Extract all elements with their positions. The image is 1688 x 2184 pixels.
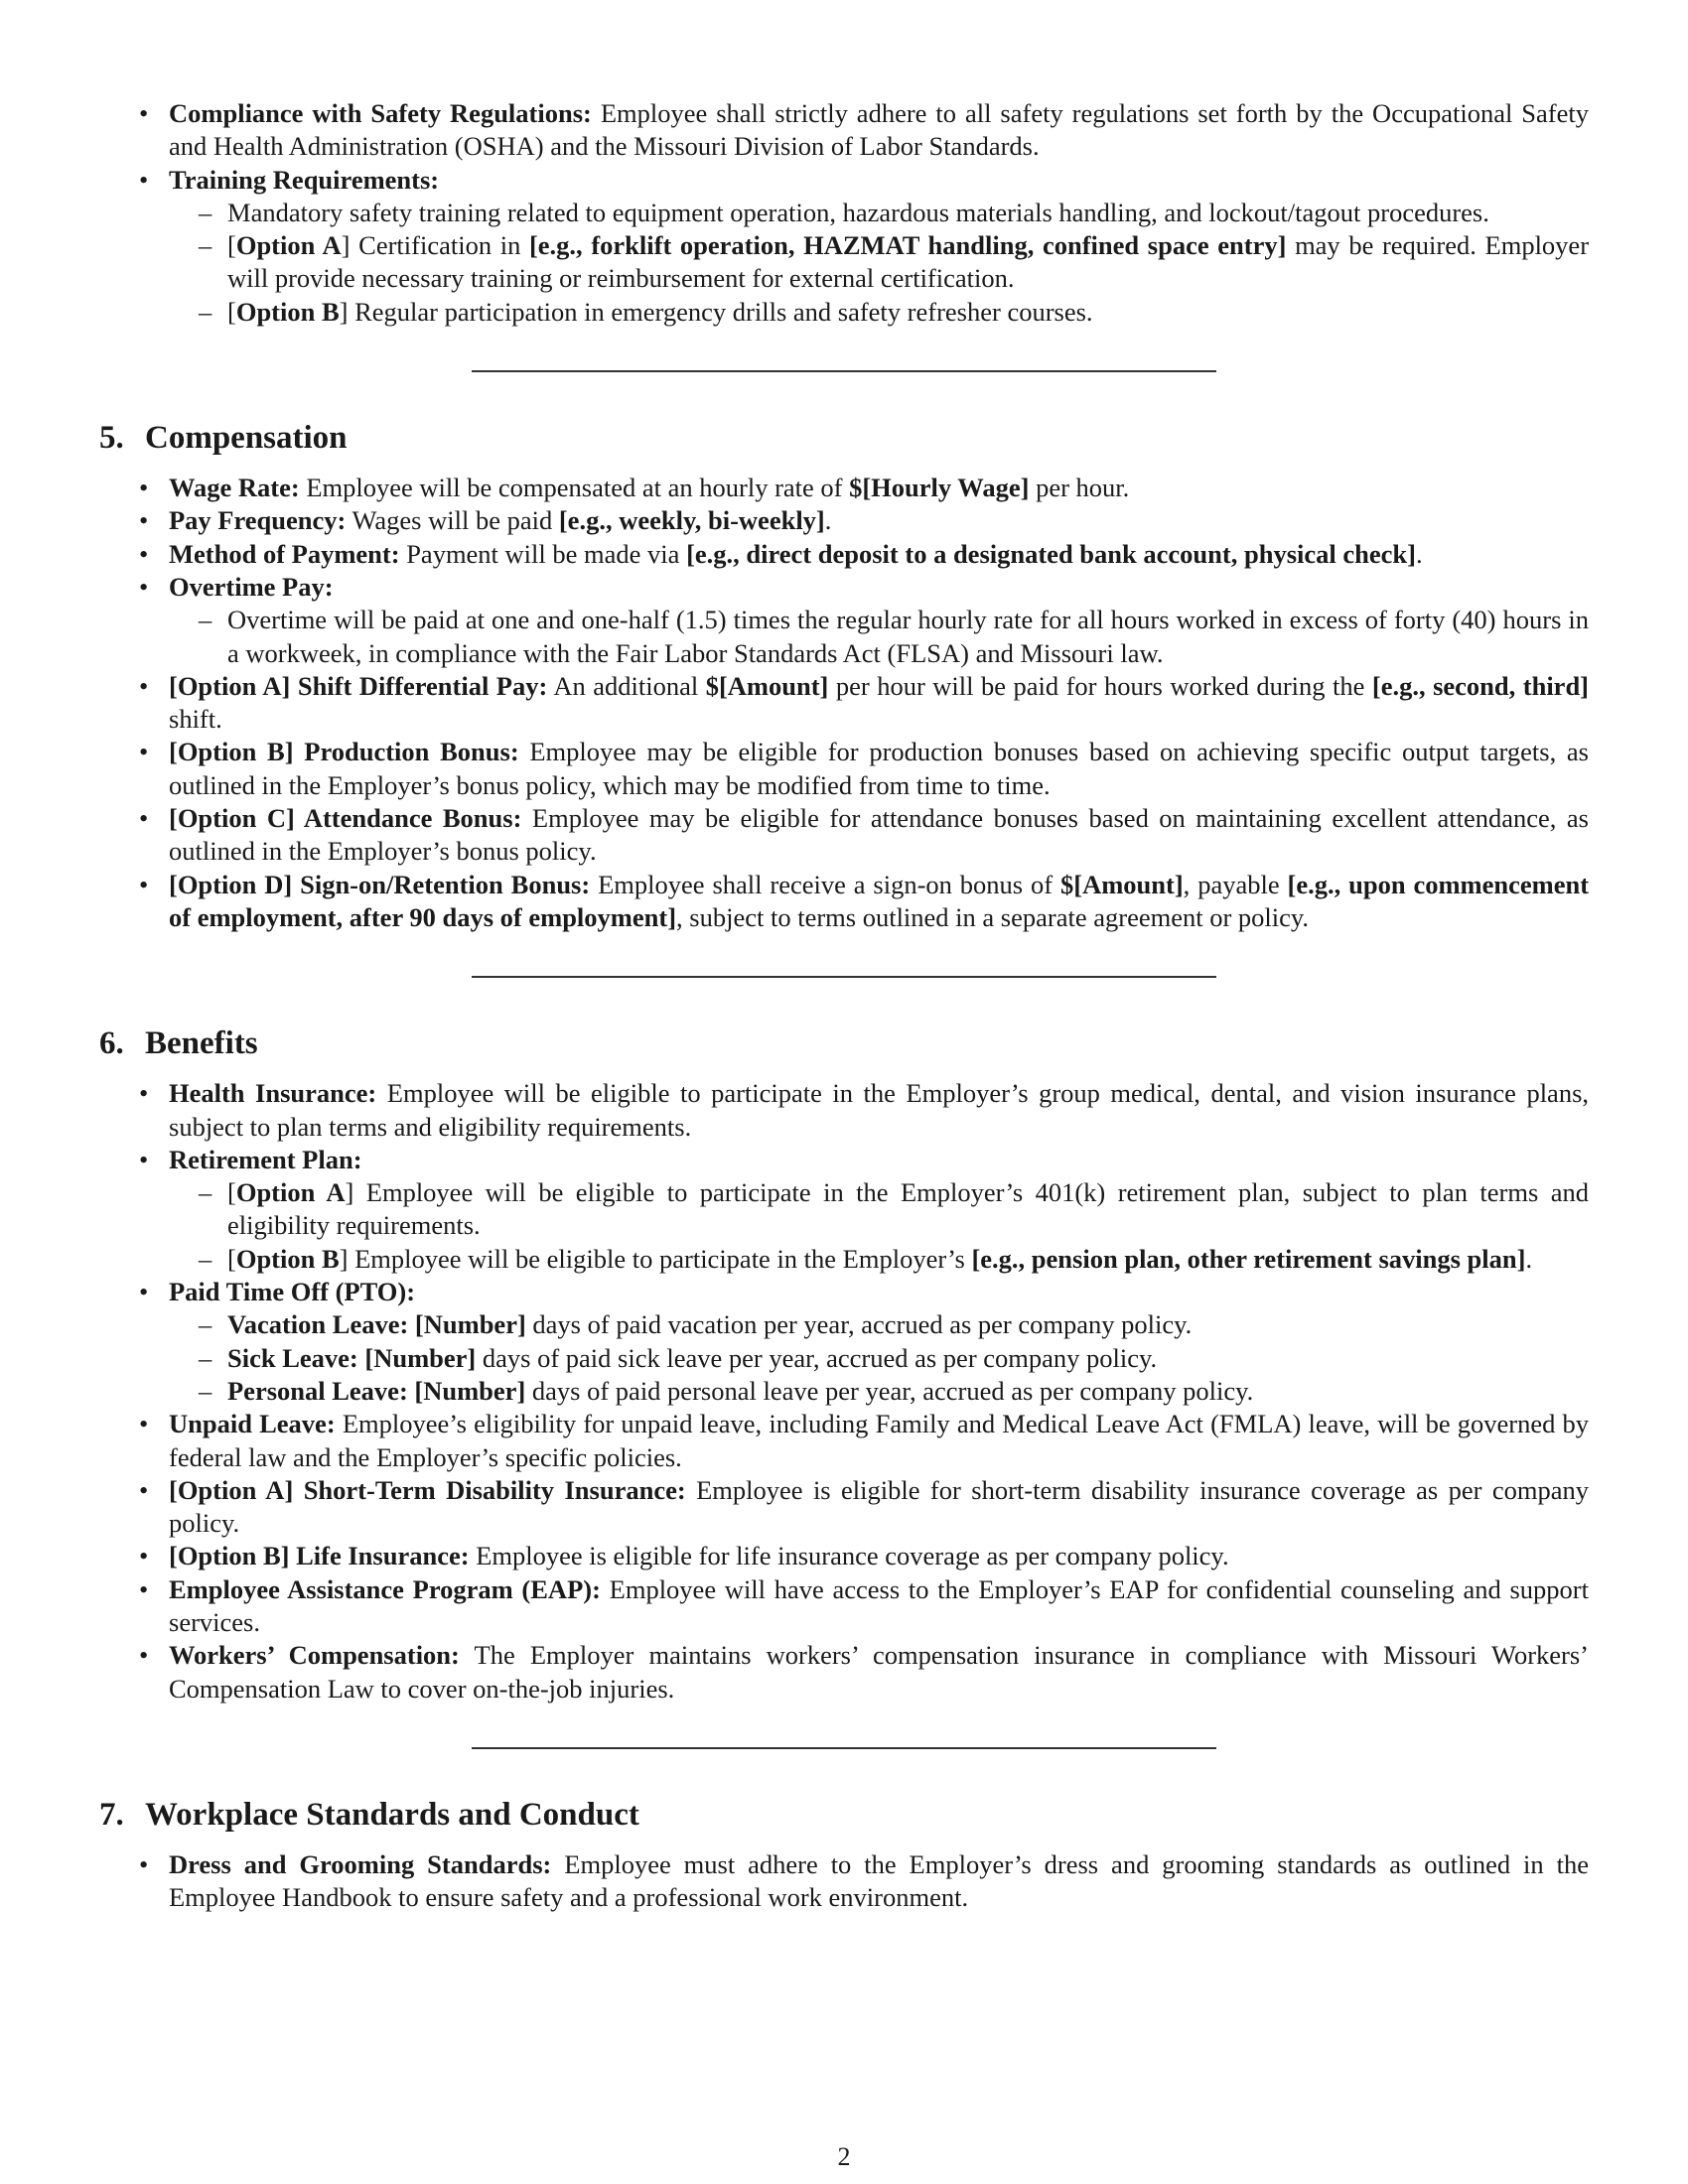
item-label: Compliance with Safety Regulations: xyxy=(169,98,592,128)
section5-list xyxy=(99,472,1589,934)
list-item-attendance-bonus: • [Option C] Attendance Bonus: Employee may be eligible for attendance bonuses based on maintaining excellent attendance, as outlined in the Employer’s bonus policy. xyxy=(99,802,1589,869)
list-item-payment-method: • Method of Payment: Payment will be made via [e.g., direct deposit to a designated bank account, physical check]. xyxy=(99,538,1589,571)
section-heading-compensation: 5. Compensation xyxy=(99,420,348,457)
list-item-shift-differential: • [Option A] Shift Differential Pay: An additional $[Amount] per hour will be paid for hours worked during the [e.g., second, third] shift. xyxy=(99,670,1589,737)
list-item-short-term-disability: • [Option A] Short-Term Disability Insurance: Employee is eligible for short-term disability insurance coverage as per company policy. xyxy=(99,1474,1589,1541)
list-item-unpaid-leave: • Unpaid Leave: Employee’s eligibility for unpaid leave, including Family and Medical Leave Act (FMLA) leave, will be governed by federal law and the Employer’s specific policies. xyxy=(99,1408,1589,1474)
section-divider xyxy=(472,976,1216,978)
list-item-pay-frequency: • Pay Frequency: Wages will be paid [e.g., weekly, bi-weekly]. xyxy=(99,504,1589,537)
section-divider xyxy=(472,370,1216,372)
sublist-item: – Vacation Leave: [Number] days of paid vacation per year, accrued as per company policy. xyxy=(169,1308,1589,1341)
sublist-item: – [Option B] Regular participation in emergency drills and safety refresher courses. xyxy=(169,296,1589,329)
sublist-item: – Mandatory safety training related to equipment operation, hazardous materials handling, and lockout/tagout procedures. xyxy=(169,197,1589,229)
sublist-item: – Overtime will be paid at one and one-half (1.5) times the regular hourly rate for all hours worked in excess of forty (40) hours in a workweek, in compliance with the Fair Labor Standards Act (FLSA) and Missouri law. xyxy=(169,604,1589,670)
item-text: Employee shall strictly adhere to all safety regulations set forth by the Occupational Safety and Health Administration (OSHA) and the Missouri Division of Labor Standards. xyxy=(169,98,1589,162)
pto-sublist xyxy=(169,1308,1589,1408)
list-item-eap: • Employee Assistance Program (EAP): Employee will have access to the Employer’s EAP for confidential counseling and support services. xyxy=(99,1573,1589,1640)
section4-list xyxy=(99,97,1589,329)
overtime-sublist xyxy=(169,604,1589,670)
list-item-dress-grooming: • Dress and Grooming Standards: Employee must adhere to the Employer’s dress and grooming standards as outlined in the Employee Handbook to ensure safety and a professional work environment. xyxy=(99,1848,1589,1915)
section-divider xyxy=(472,1747,1216,1749)
list-item-retirement-plan: • Retirement Plan: – [Option A] Employee will be eligible to participate in the Employer’s 401(k) retirement plan, subject to plan terms and eligibility requirements. – [Option B] Employee will be eligible to participate in the Employer’s [e.g., pension plan, other retirement savings plan]. xyxy=(99,1144,1589,1276)
section6-list xyxy=(99,1077,1589,1706)
list-item-overtime: • Overtime Pay: – Overtime will be paid at one and one-half (1.5) times the regular hourly rate for all hours worked in excess of forty (40) hours in a workweek, in compliance with the Fair Labor Standards Act (FLSA) and Missouri law. xyxy=(99,571,1589,670)
list-item-production-bonus: • [Option B] Production Bonus: Employee may be eligible for production bonuses based on achieving specific output targets, as outlined in the Employer’s bonus policy, which may be modified from time to time. xyxy=(99,736,1589,802)
page-number: 2 xyxy=(837,2142,851,2171)
retirement-sublist xyxy=(169,1176,1589,1276)
sublist-item: – [Option A] Certification in [e.g., forklift operation, HAZMAT handling, confined space entry] may be required. Employer will provide necessary training or reimbursement for external certification. xyxy=(169,229,1589,296)
section-heading-benefits: 6. Benefits xyxy=(99,1025,258,1062)
list-item-signon-bonus: • [Option D] Sign-on/Retention Bonus: Employee shall receive a sign-on bonus of $[Amount], payable [e.g., upon commencement of employment, after 90 days of employment], subject to terms outlined in a separate agreement or policy. xyxy=(99,869,1589,935)
training-sublist xyxy=(169,197,1589,329)
list-item-workers-compensation: • Workers’ Compensation: The Employer maintains workers’ compensation insurance in compliance with Missouri Workers’ Compensation Law to cover on-the-job injuries. xyxy=(99,1639,1589,1706)
list-item-life-insurance: • [Option B] Life Insurance: Employee is eligible for life insurance coverage as per company policy. xyxy=(99,1540,1589,1572)
list-item-safety-compliance xyxy=(99,97,1589,164)
sublist-item: – [Option A] Employee will be eligible to participate in the Employer’s 401(k) retirement plan, subject to plan terms and eligibility requirements. xyxy=(169,1176,1589,1243)
sublist-item: – [Option B] Employee will be eligible to participate in the Employer’s [e.g., pension plan, other retirement savings plan]. xyxy=(169,1243,1589,1276)
list-item-health-insurance: • Health Insurance: Employee will be eligible to participate in the Employer’s group medical, dental, and vision insurance plans, subject to plan terms and eligibility requirements. xyxy=(99,1077,1589,1144)
list-item-pto: • Paid Time Off (PTO): – Vacation Leave: [Number] days of paid vacation per year, accrued as per company policy. – Sick Leave: [Number] days of paid sick leave per year, accrued as per company policy. – Personal Leave: [Number] days of paid personal leave per year, accrued as per company policy. xyxy=(99,1276,1589,1408)
sublist-item: – Sick Leave: [Number] days of paid sick leave per year, accrued as per company policy. xyxy=(169,1342,1589,1375)
list-item-training xyxy=(99,164,1589,329)
item-label: Training Requirements: xyxy=(169,164,440,195)
list-item-wage-rate: • Wage Rate: Employee will be compensated at an hourly rate of $[Hourly Wage] per hour. xyxy=(99,472,1589,504)
document-page xyxy=(99,97,1589,1914)
section-heading-workplace-standards: 7. Workplace Standards and Conduct xyxy=(99,1796,639,1833)
sublist-item: – Personal Leave: [Number] days of paid personal leave per year, accrued as per company policy. xyxy=(169,1375,1589,1408)
section7-list xyxy=(99,1848,1589,1915)
